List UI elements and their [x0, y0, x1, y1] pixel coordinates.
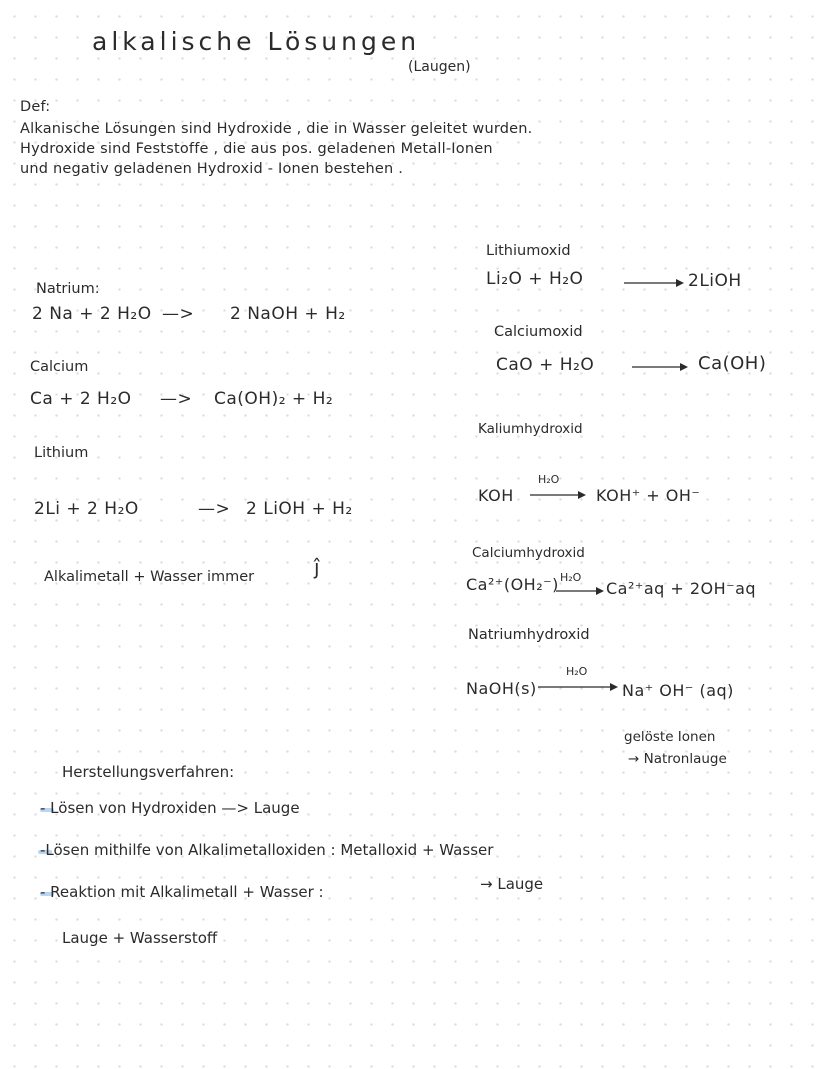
- reaction-label-natriumhydroxid: Natriumhydroxid: [468, 627, 590, 643]
- herstellung-item-3: - Reaktion mit Alkalimetall + Wasser :: [40, 883, 324, 901]
- herstellung-item-3-continuation: Lauge + Wasserstoff: [62, 929, 218, 947]
- reaction-arrow-natrium: —>: [162, 304, 195, 324]
- reaction-reactants-calcium: Ca + 2 H₂O: [30, 389, 132, 409]
- arrow-lithiumoxid: [624, 278, 684, 288]
- definition-line-1: Alkanische Lösungen sind Hydroxide , die in Wasser geleitet wurden.: [20, 121, 533, 137]
- reaction-label-lithiumoxid: Lithiumoxid: [486, 243, 571, 259]
- reaction-reactants-natrium: 2 Na + 2 H₂O: [32, 304, 152, 324]
- reaction-products-calciumoxid: Ca(OH): [698, 353, 767, 374]
- reaction-reactants-calciumhydroxid: Ca²⁺(OH₂⁻): [466, 575, 559, 594]
- definition-label: Def:: [20, 99, 51, 115]
- reaction-products-lithium: 2 LiOH + H₂: [246, 499, 353, 519]
- reaction-arrow-calcium: —>: [160, 389, 193, 409]
- over-arrow-kaliumhydroxid: H₂O: [538, 473, 560, 486]
- alkali-note: Alkalimetall + Wasser immer: [44, 569, 255, 585]
- reaction-reactants-lithiumoxid: Li₂O + H₂O: [486, 269, 584, 289]
- reaction-products-lithiumoxid: 2LiOH: [688, 271, 742, 291]
- herstellung-heading: Herstellungsverfahren:: [62, 763, 235, 781]
- reaction-label-lithium: Lithium: [34, 445, 89, 461]
- herstellung-item-2: -Lösen mithilfe von Alkalimetalloxiden : Metalloxid + Wasser: [40, 841, 494, 859]
- ion-note-line-1: gelöste Ionen: [624, 729, 716, 745]
- definition-line-3: und negativ geladenen Hydroxid - Ionen bestehen .: [20, 161, 404, 177]
- reaction-reactants-lithium: 2Li + 2 H₂O: [34, 499, 139, 519]
- over-arrow-calciumhydroxid: H₂O: [560, 571, 582, 584]
- reaction-label-calcium: Calcium: [30, 359, 89, 375]
- reaction-label-calciumoxid: Calciumoxid: [494, 324, 583, 340]
- reaction-label-calciumhydroxid: Calciumhydroxid: [472, 545, 585, 561]
- page-title: alkalische Lösungen: [92, 27, 421, 56]
- reaction-label-kaliumhydroxid: Kaliumhydroxid: [478, 421, 583, 437]
- definition-line-2: Hydroxide sind Feststoffe , die aus pos. geladenen Metall-Ionen: [20, 141, 493, 157]
- reaction-reactants-calciumoxid: CaO + H₂O: [496, 355, 595, 375]
- arrow-calciumoxid: [632, 362, 688, 372]
- arrow-calciumhydroxid: [556, 586, 604, 596]
- over-arrow-natriumhydroxid: H₂O: [566, 665, 588, 678]
- reaction-reactants-kaliumhydroxid: KOH: [478, 486, 514, 505]
- reaction-arrow-lithium: —>: [198, 499, 231, 519]
- reaction-label-natrium: Natrium:: [36, 281, 100, 297]
- arrow-natriumhydroxid: [538, 682, 618, 692]
- reaction-products-natrium: 2 NaOH + H₂: [230, 304, 346, 324]
- up-arrow-symbol: ĵ: [314, 555, 321, 579]
- reaction-products-natriumhydroxid: Na⁺ OH⁻ (aq): [622, 681, 734, 700]
- reaction-reactants-natriumhydroxid: NaOH(s): [466, 679, 537, 698]
- reaction-products-calciumhydroxid: Ca²⁺aq + 2OH⁻aq: [606, 579, 757, 598]
- herstellung-item-3-result: → Lauge: [480, 875, 544, 893]
- ion-note-line-2: → Natronlauge: [628, 751, 727, 767]
- reaction-products-kaliumhydroxid: KOH⁺ + OH⁻: [596, 486, 701, 505]
- reaction-products-calcium: Ca(OH)₂ + H₂: [214, 389, 334, 409]
- page-subtitle: (Laugen): [408, 59, 471, 75]
- arrow-kaliumhydroxid: [530, 490, 586, 500]
- herstellung-item-1: - Lösen von Hydroxiden —> Lauge: [40, 799, 300, 817]
